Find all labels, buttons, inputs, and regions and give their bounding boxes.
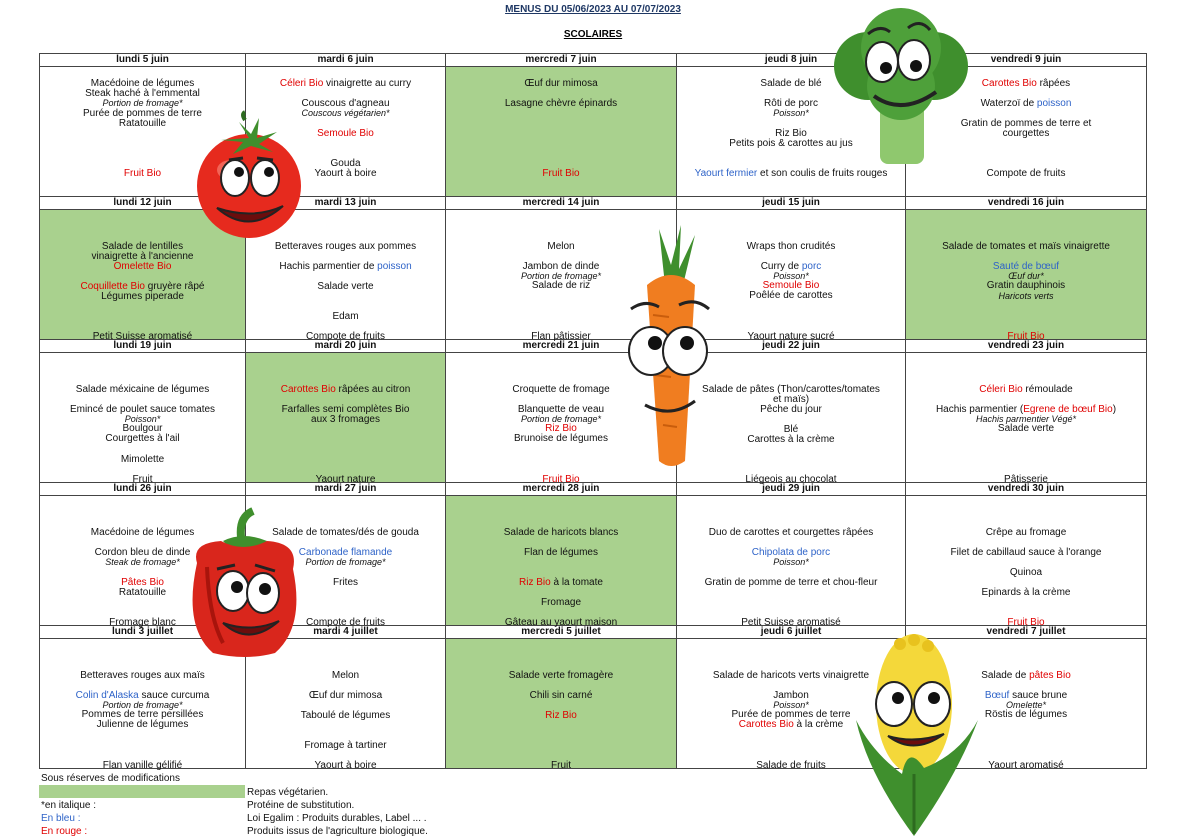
menu-text: Blanquette de veau [517,404,605,415]
menu-line [679,169,903,179]
menu-line [248,761,443,771]
egalim-text: Yaourt fermier [694,168,758,179]
legend-veg-text: Repas végétarien. [247,787,329,798]
substitution-line [679,557,903,567]
menu-text: Fruit [551,760,571,771]
day-label: mercredi 5 juillet [446,626,677,639]
menu-text: Portion de fromage* [102,700,183,710]
menu-text: Yaourt à boire [314,168,377,179]
menu-text: Purée de pommes de terre [731,709,851,720]
menu-line [248,312,443,322]
menu-text: Poêlée de carottes [749,290,833,301]
menu-text: Salade de riz [531,280,591,291]
menu-text: Pommes de terre persillées [81,709,204,720]
menu-line [679,578,903,588]
menu-text: râpées [1036,78,1071,89]
menu-line [679,475,903,485]
bio-text: Céleri Bio [979,384,1023,395]
menu-text: Poisson* [773,557,809,567]
menu-text: Œuf dur* [1008,271,1044,281]
menu-text: Portion de fromage* [102,98,183,108]
menu-line [248,282,443,292]
egalim-text: Colin d'Alaska [75,690,139,701]
menu-text: Salade verte [997,423,1055,434]
bio-text: Semoule Bio [317,128,374,139]
menu-line [448,671,674,681]
day-label: vendredi 16 juin [906,197,1147,210]
menu-text: Poisson* [773,700,809,710]
menu-line [679,528,903,538]
menu-text: Ratatouille [118,118,167,129]
menu-text: Hachis parmentier Végé* [975,414,1077,424]
menu-text: Fromage [540,597,581,608]
menu-text: Portion de fromage* [520,271,602,281]
menu-text: Yaourt nature [315,474,376,485]
menu-line [42,475,243,485]
menu-text: Salade de pâtes (Thon/carottes/tomates [702,384,880,395]
day-label: mercredi 28 juin [446,483,677,496]
menu-text: Poisson* [773,108,809,118]
menu-text: Yaourt aromatisé [988,760,1064,771]
day-label: lundi 19 juin [40,340,246,353]
day-label: mardi 13 juin [246,197,446,210]
menu-line [248,711,443,721]
menu-text: Salade de blé [760,78,822,89]
menu-line [42,671,243,681]
bio-text: Semoule Bio [762,280,820,291]
day-label: mercredi 14 juin [446,197,677,210]
menu-text: Œuf dur mimosa [308,690,383,701]
menu-text: Portion de fromage* [520,414,602,424]
corn-mascot [848,624,984,836]
menu-text: et son coulis de fruits rouges [757,168,888,179]
menu-text: Petit Suisse aromatisé [741,617,841,628]
menu-text: ) [1112,404,1117,415]
day-label: lundi 5 juin [40,54,246,67]
menu-text: râpées au citron [335,384,411,395]
menu-cell [906,496,1147,626]
menu-text: Edam [332,311,359,322]
egalim-text: Chipolata de porc [751,547,831,558]
egalim-text: Sauté de bœuf [992,261,1060,272]
day-label: jeudi 29 juin [677,483,906,496]
menu-line [448,79,674,89]
menu-line [42,434,243,444]
day-label: mercredi 21 juin [446,340,677,353]
legend-note: Sous réserves de modifications [41,773,180,784]
menu-text: Yaourt nature sucré [747,331,835,342]
menu-text: Portion de fromage* [305,557,386,567]
menu-line [908,475,1144,485]
menu-line [908,281,1144,291]
menu-text: Salade de haricots blancs [503,527,619,538]
menu-text: Blé [783,424,799,435]
menu-line [42,720,243,730]
menu-text: Salade verte fromagère [508,670,614,681]
menu-text: Macédoine de légumes [90,78,195,89]
menu-text: Betteraves rouges aux pommes [274,241,417,252]
menu-text: Betteraves rouges aux maïs [80,670,205,681]
menu-line [448,598,674,608]
menu-text: Salade de haricots verts vinaigrette [712,670,870,681]
menu-text: Ratatouille [118,587,167,598]
menu-text: Lasagne chèvre épinards [504,98,618,109]
menu-cell [446,496,677,626]
menu-line [908,385,1144,395]
menu-text: Gratin de pomme de terre et chou-fleur [704,577,878,588]
menu-line [42,332,243,342]
menu-text: Flan pâtissier [531,331,591,342]
menu-text: Julienne de légumes [96,719,189,730]
menu-text: Duo de carottes et courgettes râpées [708,527,874,538]
menu-line [248,262,443,272]
day-label: jeudi 6 juillet [677,626,906,639]
bio-text: Céleri Bio [279,78,324,89]
menu-text: Farfalles semi complètes Bio [281,404,410,415]
menu-text: Gouda [330,158,361,169]
menu-text: Emincé de poulet sauce tomates [69,404,216,415]
bio-text: Carottes Bio [738,719,794,730]
menu-text: Melon [547,241,575,252]
menu-text: Compote de fruits [986,168,1066,179]
bio-text: Fruit Bio [123,168,162,179]
menu-text: Gâteau au yaourt maison [504,617,618,628]
menu-line [248,385,443,395]
egalim-text: porc [801,261,822,272]
legend-red-text: Produits issus de l'agriculture biologique. [247,826,428,837]
bio-text: Pâtes Bio [121,577,164,588]
menu-cell [446,639,677,769]
menu-text: Compote de fruits [306,331,385,342]
legend-veg-swatch [39,785,245,798]
menu-text: Couscous végétarien* [301,108,390,118]
bio-text: Riz Bio [519,577,551,588]
menu-text: Salade de lentilles [101,241,184,252]
menu-text: Taboulé de légumes [300,710,391,721]
menu-text: aux 3 fromages [311,414,380,425]
menu-text: Fromage blanc [109,617,176,628]
day-label: vendredi 30 juin [906,483,1147,496]
bio-text: pâtes Bio [1029,670,1071,681]
bio-text: Fruit Bio [542,168,580,179]
menu-line [908,528,1144,538]
menu-line [248,415,443,425]
menu-text: Mimolette [120,454,165,465]
menu-text: Salade de fruits [756,760,826,771]
menu-line [42,292,243,302]
page-title: MENUS DU 05/06/2023 AU 07/07/2023 [505,4,681,15]
menu-line [248,332,443,342]
menu-line [248,79,443,89]
tomato-mascot [193,112,305,244]
bio-text: Omelette Bio [113,261,172,272]
menu-text: Légumes piperade [101,291,184,302]
day-label: mardi 6 juin [246,54,446,67]
day-label: mardi 4 juillet [246,626,446,639]
menu-text: Gratin de pommes de terre et [960,118,1092,129]
menu-text: Salade verte [317,281,374,292]
bio-text: Egrene de bœuf Bio [1023,404,1113,415]
menu-text: Wraps thon crudités [746,241,836,252]
menu-text: Filet de cabillaud sauce à l'orange [950,547,1102,558]
menu-text: Yaourt à boire [314,760,377,771]
menu-text: Steak haché à l'emmental [85,88,200,99]
menu-text: Poisson* [124,414,161,424]
egalim-text: Carbonade flamande [298,547,393,558]
substitution-line [42,98,243,108]
menu-text: Compote de fruits [306,617,385,628]
menu-line [42,262,243,272]
menu-line [448,169,674,179]
menu-line [908,548,1144,558]
day-label: jeudi 22 juin [677,340,906,353]
menu-text: vinaigrette à l'ancienne [91,251,194,262]
menu-text: Haricots verts [998,291,1054,301]
menu-line [908,169,1144,179]
menu-cell [677,496,906,626]
menu-text: sauce brune [1009,690,1068,701]
menu-line [448,711,674,721]
menu-line [448,475,674,485]
menu-cell [40,353,246,483]
menu-text: Riz Bio [775,128,807,139]
menu-line [448,761,674,771]
menu-cell [906,210,1147,340]
menu-line [448,548,674,558]
menu-text: Quinoa [1009,567,1043,578]
menu-line [908,424,1144,434]
menu-text: vinaigrette au curry [323,78,412,89]
legend-italic-text: Protéine de substitution. [247,800,355,811]
menu-text: gruyère râpé [145,281,205,292]
menu-line [448,691,674,701]
menu-text: Omelette* [1005,700,1047,710]
menu-text: Œuf dur mimosa [524,78,598,89]
menu-text: Salade méxicaine de légumes [75,384,210,395]
egalim-text: poisson [377,261,412,272]
menu-text: et maïs) [772,394,810,405]
day-label: mardi 27 juin [246,483,446,496]
menu-text: Frites [333,577,358,588]
menu-line [248,671,443,681]
substitution-line [908,291,1144,301]
bio-text: Fruit Bio [542,474,580,485]
menu-text: Salade de tomates/dés de gouda [272,527,419,538]
menu-text: Pâtisserie [1004,474,1048,485]
menu-text: Petits pois & carottes au jus [729,138,853,149]
day-label: lundi 3 juillet [40,626,246,639]
day-label: mercredi 7 juin [446,54,677,67]
broccoli-mascot [828,4,974,166]
menu-text: Curry de [760,261,802,272]
menu-line [42,455,243,465]
menu-line [42,761,243,771]
menu-text: Fruit [132,474,153,485]
menu-text: Jambon [773,690,809,701]
menu-line [448,99,674,109]
menu-text: Hachis parmentier ( [935,404,1024,415]
menu-line [248,691,443,701]
menu-text: sauce curcuma [138,690,210,701]
menu-text: Couscous d'agneau [301,98,390,109]
menu-text: Crêpe au fromage [985,527,1067,538]
egalim-text: Bœuf [984,690,1010,701]
menu-text: Cordon bleu de dinde [94,547,191,558]
menu-line [908,242,1144,252]
bio-text: Coquillette Bio [80,281,145,292]
menu-text: Steak de fromage* [105,557,180,567]
menu-text: Liégeois au chocolat [745,474,837,485]
menu-text: Flan vanille gélifié [102,760,183,771]
menu-text: Röstis de légumes [984,709,1068,720]
menu-line [448,578,674,588]
menu-text: Epinards à la crème [981,587,1071,598]
menu-text: Chili sin carné [529,690,593,701]
bio-text: Fruit Bio [1007,617,1045,628]
menu-text: courgettes [1002,128,1050,139]
menu-line [448,618,674,628]
day-label: lundi 12 juin [40,197,246,210]
pepper-mascot [183,507,305,659]
menu-text: rémoulade [1022,384,1073,395]
menu-text: Brunoise de légumes [514,433,608,444]
menu-line [908,588,1144,598]
menu-text: Gratin dauphinois [986,280,1066,291]
menu-line [908,332,1144,342]
day-label: lundi 26 juin [40,483,246,496]
day-label: mardi 20 juin [246,340,446,353]
menu-text: Courgettes à l'ail [105,433,180,444]
legend-red-label: En rouge : [41,826,88,837]
menu-text: Waterzoï de [980,98,1037,109]
bio-text: Fruit Bio [1007,331,1045,342]
day-header-row [40,54,1147,67]
menu-text: Salade de [981,670,1030,681]
day-label: jeudi 8 juin [677,54,906,67]
legend-blue-text: Loi Egalim : Produits durables, Label ... . [247,813,427,824]
day-label: jeudi 15 juin [677,197,906,210]
menu-text: Croquette de fromage [512,384,610,395]
menu-cell [446,67,677,197]
day-label: vendredi 23 juin [906,340,1147,353]
menu-text: Pêche du jour [760,404,822,415]
bio-text: Carottes Bio [280,384,336,395]
legend-italic-label: *en italique : [41,800,97,811]
menu-text: Hachis parmentier de [279,261,378,272]
menu-text: Petit Suisse aromatisé [92,331,193,342]
menu-text: Purée de pommes de terre [83,108,202,119]
menu-text: Poisson* [773,271,809,281]
menu-line [448,528,674,538]
menu-text: Carottes à la crème [747,434,835,445]
menu-line [42,385,243,395]
day-label: vendredi 7 juillet [906,626,1147,639]
menu-text: Fromage à tartiner [304,740,387,751]
menu-text: Salade de tomates et maïs vinaigrette [942,241,1110,252]
menu-text: Flan de légumes [524,547,598,558]
carrot-mascot [625,225,715,469]
bio-text: Carottes Bio [981,78,1037,89]
egalim-text: poisson [1036,98,1072,109]
menu-text: Macédoine de légumes [90,527,195,538]
menu-text: à la crème [793,719,844,730]
menu-line [908,568,1144,578]
menu-text: à la tomate [550,577,603,588]
menu-text: Melon [331,670,360,681]
bio-text: Riz Bio [545,710,577,721]
legend-blue-label: En bleu : [41,813,81,824]
menu-cell [246,353,446,483]
bio-text: Riz Bio [545,423,577,434]
menu-text: Rôti de porc [764,98,818,109]
menu-text: Boulgour [122,423,163,434]
meal-row [40,353,1147,483]
menu-line [248,475,443,485]
day-label: vendredi 9 juin [906,54,1147,67]
menu-cell [906,353,1147,483]
menu-text: Jambon de dinde [522,261,600,272]
page-subtitle: SCOLAIRES [563,29,623,40]
menu-line [248,741,443,751]
